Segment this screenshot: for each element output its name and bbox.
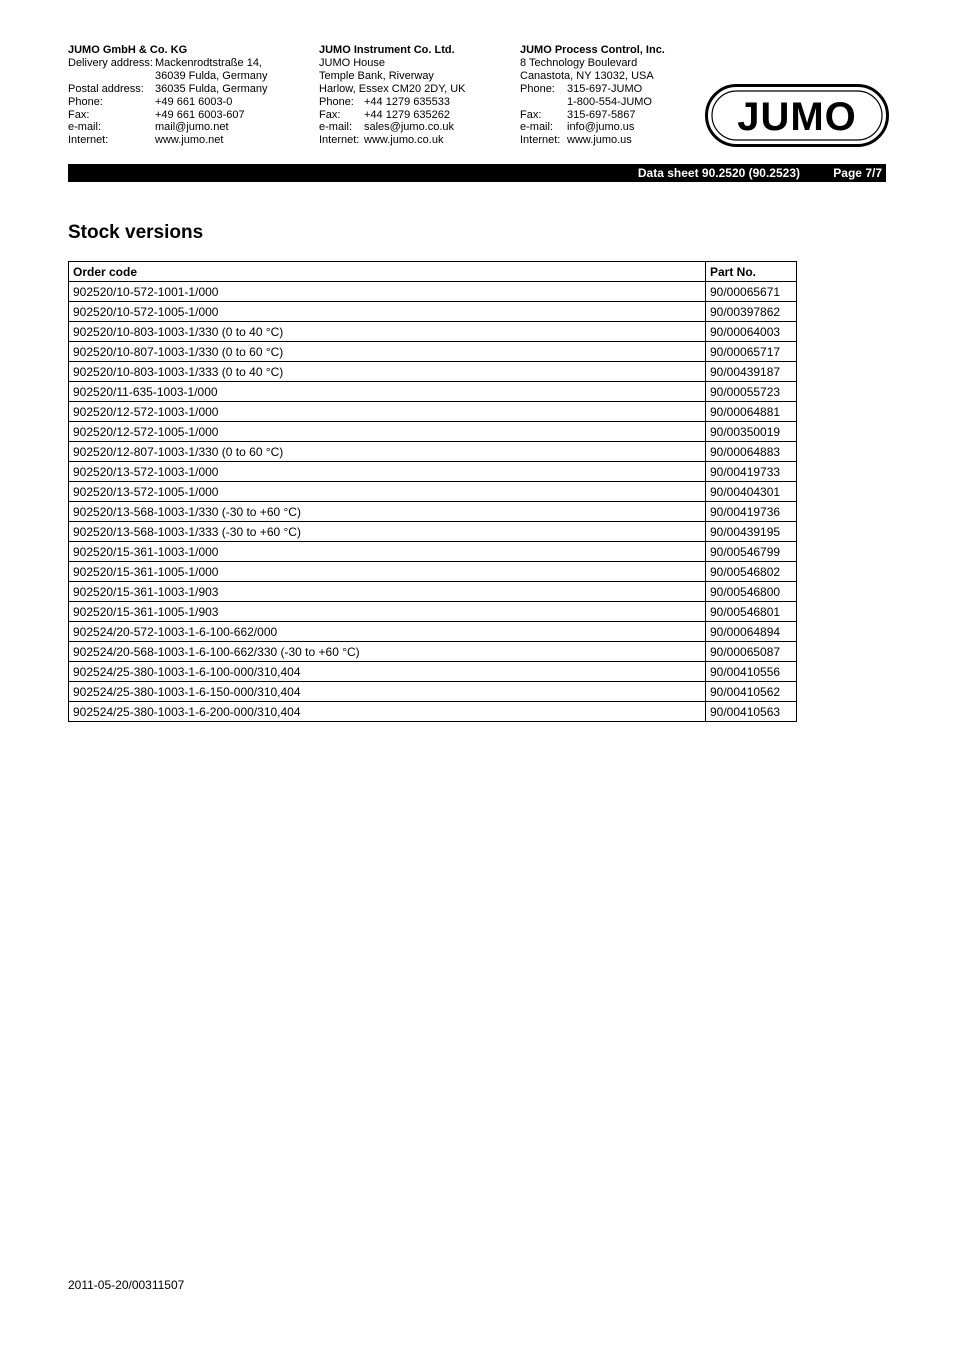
- table-row: [69, 642, 797, 662]
- address-value: +49 661 6003-607: [155, 108, 245, 121]
- address-row: [520, 96, 665, 109]
- order-code-cell: 902520/10-807-1003-1/330 (0 to 60 °C): [69, 342, 706, 362]
- address-row: [68, 121, 268, 134]
- table-row: [69, 522, 797, 542]
- address-label: Postal address:: [68, 82, 144, 95]
- part-no-cell: 90/00064883: [706, 442, 797, 462]
- table-row: [69, 582, 797, 602]
- address-label: Fax:: [520, 108, 542, 121]
- address-block-uk: [319, 44, 466, 147]
- table-row: [69, 482, 797, 502]
- table-row: [69, 382, 797, 402]
- address-value: www.jumo.co.uk: [364, 134, 444, 147]
- address-value: www.jumo.net: [155, 134, 224, 147]
- address-value: sales@jumo.co.uk: [364, 121, 455, 134]
- address-row: [68, 96, 268, 109]
- address-block-usa: [520, 44, 665, 147]
- part-no-cell: 90/00546800: [706, 582, 797, 602]
- order-code-cell: 902524/25-380-1003-1-6-150-000/310,404: [69, 682, 706, 702]
- address-label: Internet:: [68, 134, 109, 147]
- address-value: +44 1279 635262: [364, 108, 450, 121]
- part-no-cell: 90/00439187: [706, 362, 797, 382]
- address-row: [319, 134, 466, 147]
- address-value: info@jumo.us: [567, 121, 635, 134]
- table-row: [69, 302, 797, 322]
- address-line: 8 Technology Boulevard: [520, 56, 638, 69]
- address-label: Phone:: [520, 82, 555, 95]
- order-code-cell: 902524/20-568-1003-1-6-100-662/330 (-30 to +60 °C): [69, 642, 706, 662]
- order-code-cell: 902520/10-803-1003-1/330 (0 to 40 °C): [69, 322, 706, 342]
- order-code-cell: 902520/11-635-1003-1/000: [69, 382, 706, 402]
- order-code-cell: 902520/13-568-1003-1/330 (-30 to +60 °C): [69, 502, 706, 522]
- address-block-germany: [68, 44, 268, 147]
- order-code-cell: 902520/13-568-1003-1/333 (-30 to +60 °C): [69, 522, 706, 542]
- address-label: Fax:: [68, 108, 90, 121]
- address-label: Phone:: [68, 95, 103, 108]
- order-code-cell: 902520/15-361-1003-1/903: [69, 582, 706, 602]
- address-label: [68, 70, 155, 83]
- order-code-cell: 902520/15-361-1005-1/903: [69, 602, 706, 622]
- table-row: [69, 542, 797, 562]
- stock-versions-table: [68, 261, 797, 722]
- order-code-cell: 902520/10-803-1003-1/333 (0 to 40 °C): [69, 362, 706, 382]
- order-code-cell: 902520/10-572-1001-1/000: [69, 282, 706, 302]
- part-no-cell: 90/00546799: [706, 542, 797, 562]
- address-row: [520, 121, 665, 134]
- table-row: [69, 422, 797, 442]
- address-value: 315-697-5867: [567, 108, 636, 121]
- part-no-cell: 90/00397862: [706, 302, 797, 322]
- address-line: JUMO House: [319, 56, 386, 69]
- address-row: [319, 109, 466, 122]
- part-no-cell: 90/00410562: [706, 682, 797, 702]
- footer-date-code: 2011-05-20/00311507: [68, 1278, 185, 1292]
- order-code-cell: 902520/12-807-1003-1/330 (0 to 60 °C): [69, 442, 706, 462]
- order-code-cell: 902524/20-572-1003-1-6-100-662/000: [69, 622, 706, 642]
- part-no-cell: 90/00350019: [706, 422, 797, 442]
- address-value: 36035 Fulda, Germany: [155, 82, 268, 95]
- table-row: [69, 462, 797, 482]
- column-header-part-no: Part No.: [706, 262, 797, 282]
- table-row: [69, 662, 797, 682]
- header-bar: [68, 164, 886, 182]
- order-code-cell: 902520/13-572-1005-1/000: [69, 482, 706, 502]
- address-row: [520, 109, 665, 122]
- part-no-cell: 90/00546802: [706, 562, 797, 582]
- address-label: e-mail:: [319, 121, 353, 134]
- part-no-cell: 90/00439195: [706, 522, 797, 542]
- part-no-cell: 90/00065671: [706, 282, 797, 302]
- address-row: [68, 57, 268, 70]
- address-value: mail@jumo.net: [155, 121, 229, 134]
- order-code-cell: 902524/25-380-1003-1-6-200-000/310,404: [69, 702, 706, 722]
- order-code-cell: 902520/15-361-1003-1/000: [69, 542, 706, 562]
- part-no-cell: 90/00064881: [706, 402, 797, 422]
- part-no-cell: 90/00419733: [706, 462, 797, 482]
- address-label: Delivery address:: [68, 56, 153, 69]
- part-no-cell: 90/00410563: [706, 702, 797, 722]
- order-code-cell: 902520/10-572-1005-1/000: [69, 302, 706, 322]
- address-row: [520, 83, 665, 96]
- address-row: [319, 96, 466, 109]
- company-name: JUMO Process Control, Inc.: [520, 44, 665, 56]
- company-name: JUMO GmbH & Co. KG: [68, 44, 188, 56]
- address-label: [520, 96, 567, 109]
- part-no-cell: 90/00055723: [706, 382, 797, 402]
- address-line: Canastota, NY 13032, USA: [520, 69, 654, 82]
- address-row: [68, 109, 268, 122]
- address-value: Mackenrodtstraße 14,: [155, 56, 262, 69]
- address-label: e-mail:: [520, 121, 554, 134]
- address-value: +49 661 6003-0: [155, 95, 233, 108]
- address-label: Internet:: [319, 134, 360, 147]
- table-row: [69, 282, 797, 302]
- section-title: Stock versions: [68, 222, 204, 243]
- address-value: +44 1279 635533: [364, 95, 450, 108]
- address-row: [68, 134, 268, 147]
- address-value: 36039 Fulda, Germany: [155, 69, 268, 82]
- part-no-cell: 90/00546801: [706, 602, 797, 622]
- logo-text: JUMO: [737, 95, 857, 139]
- address-row: [68, 83, 268, 96]
- order-code-cell: 902524/25-380-1003-1-6-100-000/310,404: [69, 662, 706, 682]
- table-row: [69, 442, 797, 462]
- part-no-cell: 90/00065087: [706, 642, 797, 662]
- table-row: [69, 682, 797, 702]
- address-line: Temple Bank, Riverway: [319, 69, 434, 82]
- datasheet-number: Data sheet 90.2520 (90.2523): [637, 166, 800, 180]
- part-no-cell: 90/00419736: [706, 502, 797, 522]
- column-header-order-code: Order code: [69, 262, 706, 282]
- address-line: Harlow, Essex CM20 2DY, UK: [319, 82, 466, 95]
- table-row: [69, 342, 797, 362]
- part-no-cell: 90/00064894: [706, 622, 797, 642]
- table-row: [69, 602, 797, 622]
- part-no-cell: 90/00065717: [706, 342, 797, 362]
- part-no-cell: 90/00404301: [706, 482, 797, 502]
- address-label: Phone:: [319, 95, 354, 108]
- address-label: Internet:: [520, 134, 561, 147]
- address-value: 1-800-554-JUMO: [567, 95, 652, 108]
- address-label: Fax:: [319, 108, 341, 121]
- address-row: [319, 121, 466, 134]
- order-code-cell: 902520/13-572-1003-1/000: [69, 462, 706, 482]
- address-value: 315-697-JUMO: [567, 82, 643, 95]
- address-row: [520, 134, 665, 147]
- table-row: [69, 322, 797, 342]
- table-row: [69, 562, 797, 582]
- part-no-cell: 90/00064003: [706, 322, 797, 342]
- table-row: [69, 702, 797, 722]
- address-label: e-mail:: [68, 121, 102, 134]
- table-header-row: [69, 262, 797, 282]
- table-row: [69, 622, 797, 642]
- page-number: Page 7/7: [833, 166, 882, 180]
- address-row: [68, 70, 268, 83]
- order-code-cell: 902520/12-572-1005-1/000: [69, 422, 706, 442]
- jumo-logo: [705, 84, 889, 147]
- address-value: www.jumo.us: [567, 134, 632, 147]
- company-name: JUMO Instrument Co. Ltd.: [319, 44, 455, 56]
- table-row: [69, 502, 797, 522]
- table-row: [69, 362, 797, 382]
- order-code-cell: 902520/15-361-1005-1/000: [69, 562, 706, 582]
- table-row: [69, 402, 797, 422]
- order-code-cell: 902520/12-572-1003-1/000: [69, 402, 706, 422]
- part-no-cell: 90/00410556: [706, 662, 797, 682]
